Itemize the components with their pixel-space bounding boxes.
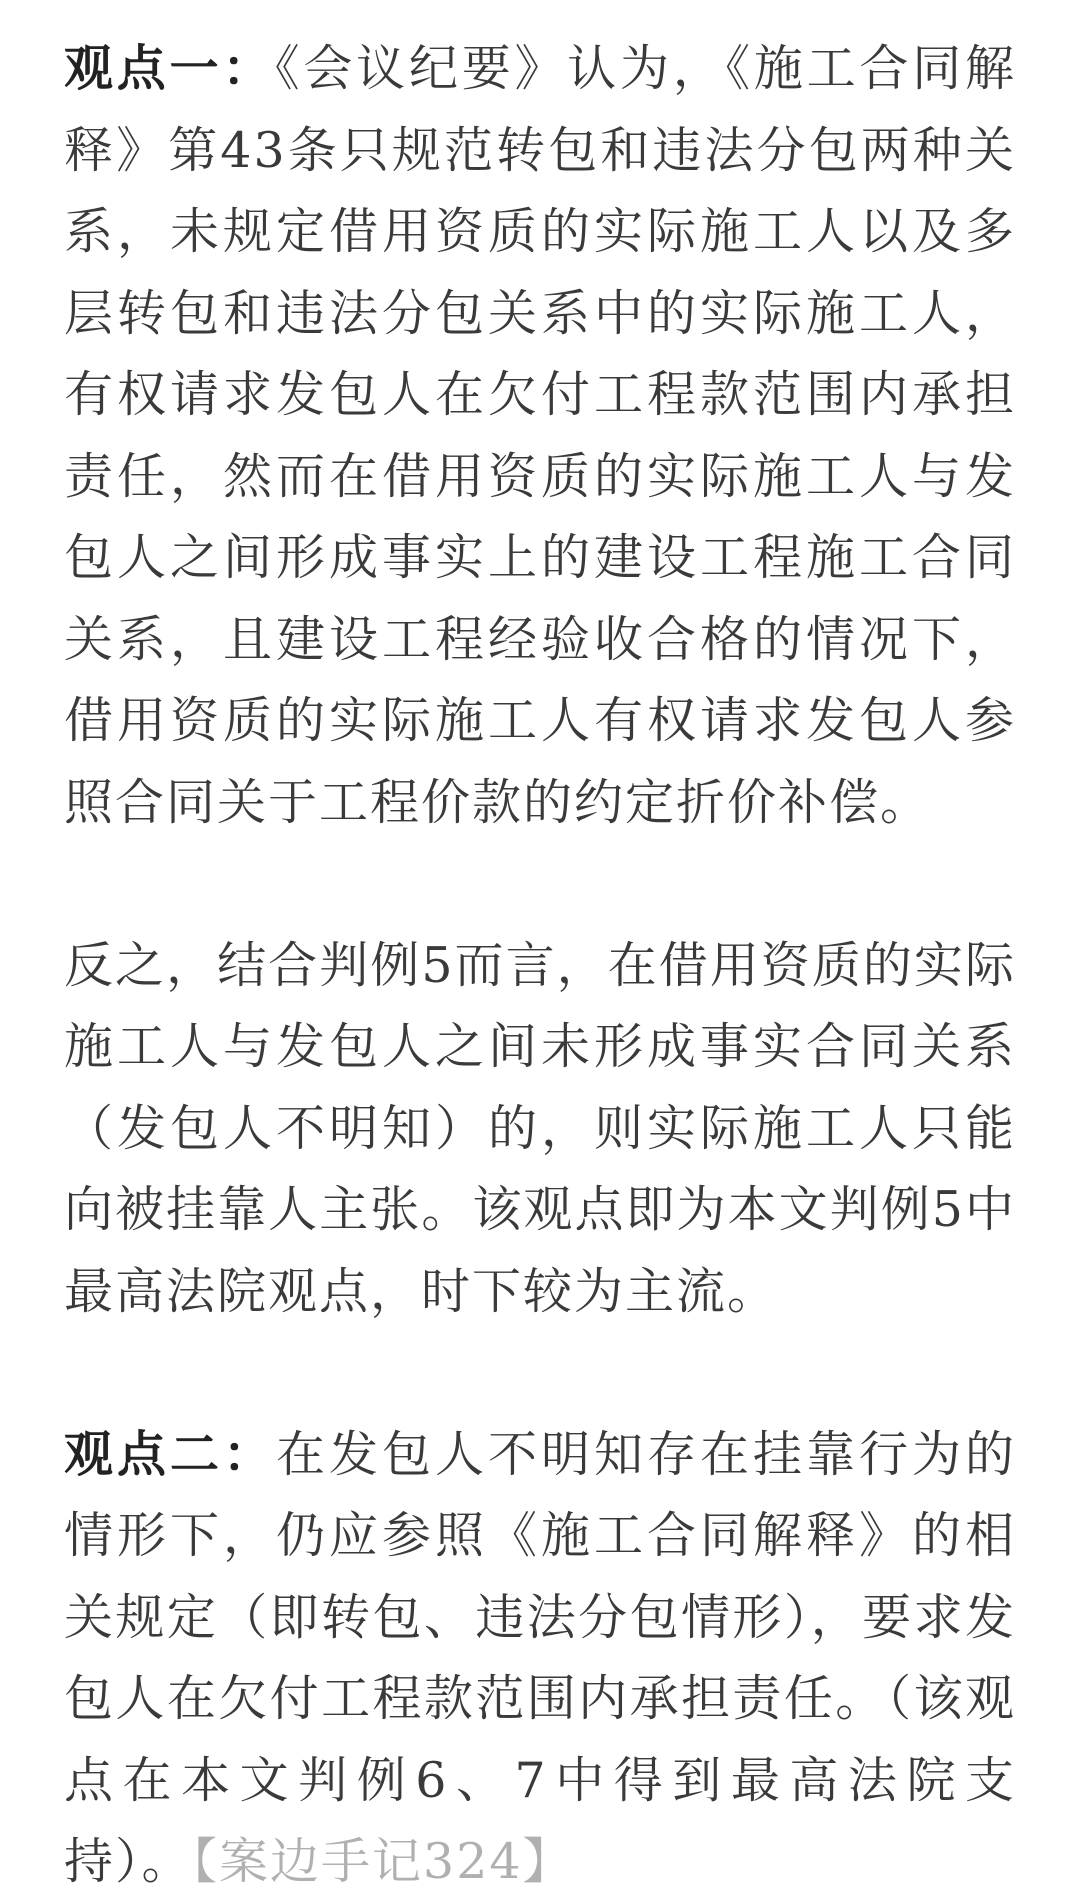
source-tag: 【案边手记324】 [192, 1833, 574, 1890]
paragraph-view-one [64, 28, 1016, 843]
paragraph-text: 在发包人不明知存在挂靠行为的情形下，仍应参照《施工合同解释》的相关规定（即转包、违法分包情形），要求发包人在欠付工程款范围内承担责任。（该观点在本文判例6、7中得到最高法院支持）。 [64, 1425, 1016, 1890]
paragraph-text: 反之，结合判例5而言，在借用资质的实际施工人与发包人之间未形成事实合同关系（发包人不明知）的，则实际施工人只能向被挂靠人主张。该观点即为本文判例5中最高法院观点，时下较为主流。 [64, 936, 1016, 1320]
paragraph-view-two [64, 1414, 1016, 1903]
paragraph-spacer [64, 843, 1016, 925]
paragraph-lead: 观点二： [64, 1425, 276, 1483]
paragraph-spacer [64, 1332, 1016, 1414]
paragraph-lead: 观点一： [64, 40, 276, 97]
paragraph-text: 《会议纪要》认为，《施工合同解释》第43条只规范转包和违法分包两种关系，未规定借用资质的实际施工人以及多层转包和违法分包关系中的实际施工人，有权请求发包人在欠付工程款范围内承担责任，然而在借用资质的实际施工人与发包人之间形成事实上的建设工程施工合同关系，且建设工程经验收合格的情况下，借用资质的实际施工人有权请求发包人参照合同关于工程价款的约定折价补偿。 [64, 40, 1016, 831]
article-body [64, 28, 1016, 1903]
paragraph-contrast [64, 925, 1016, 1333]
